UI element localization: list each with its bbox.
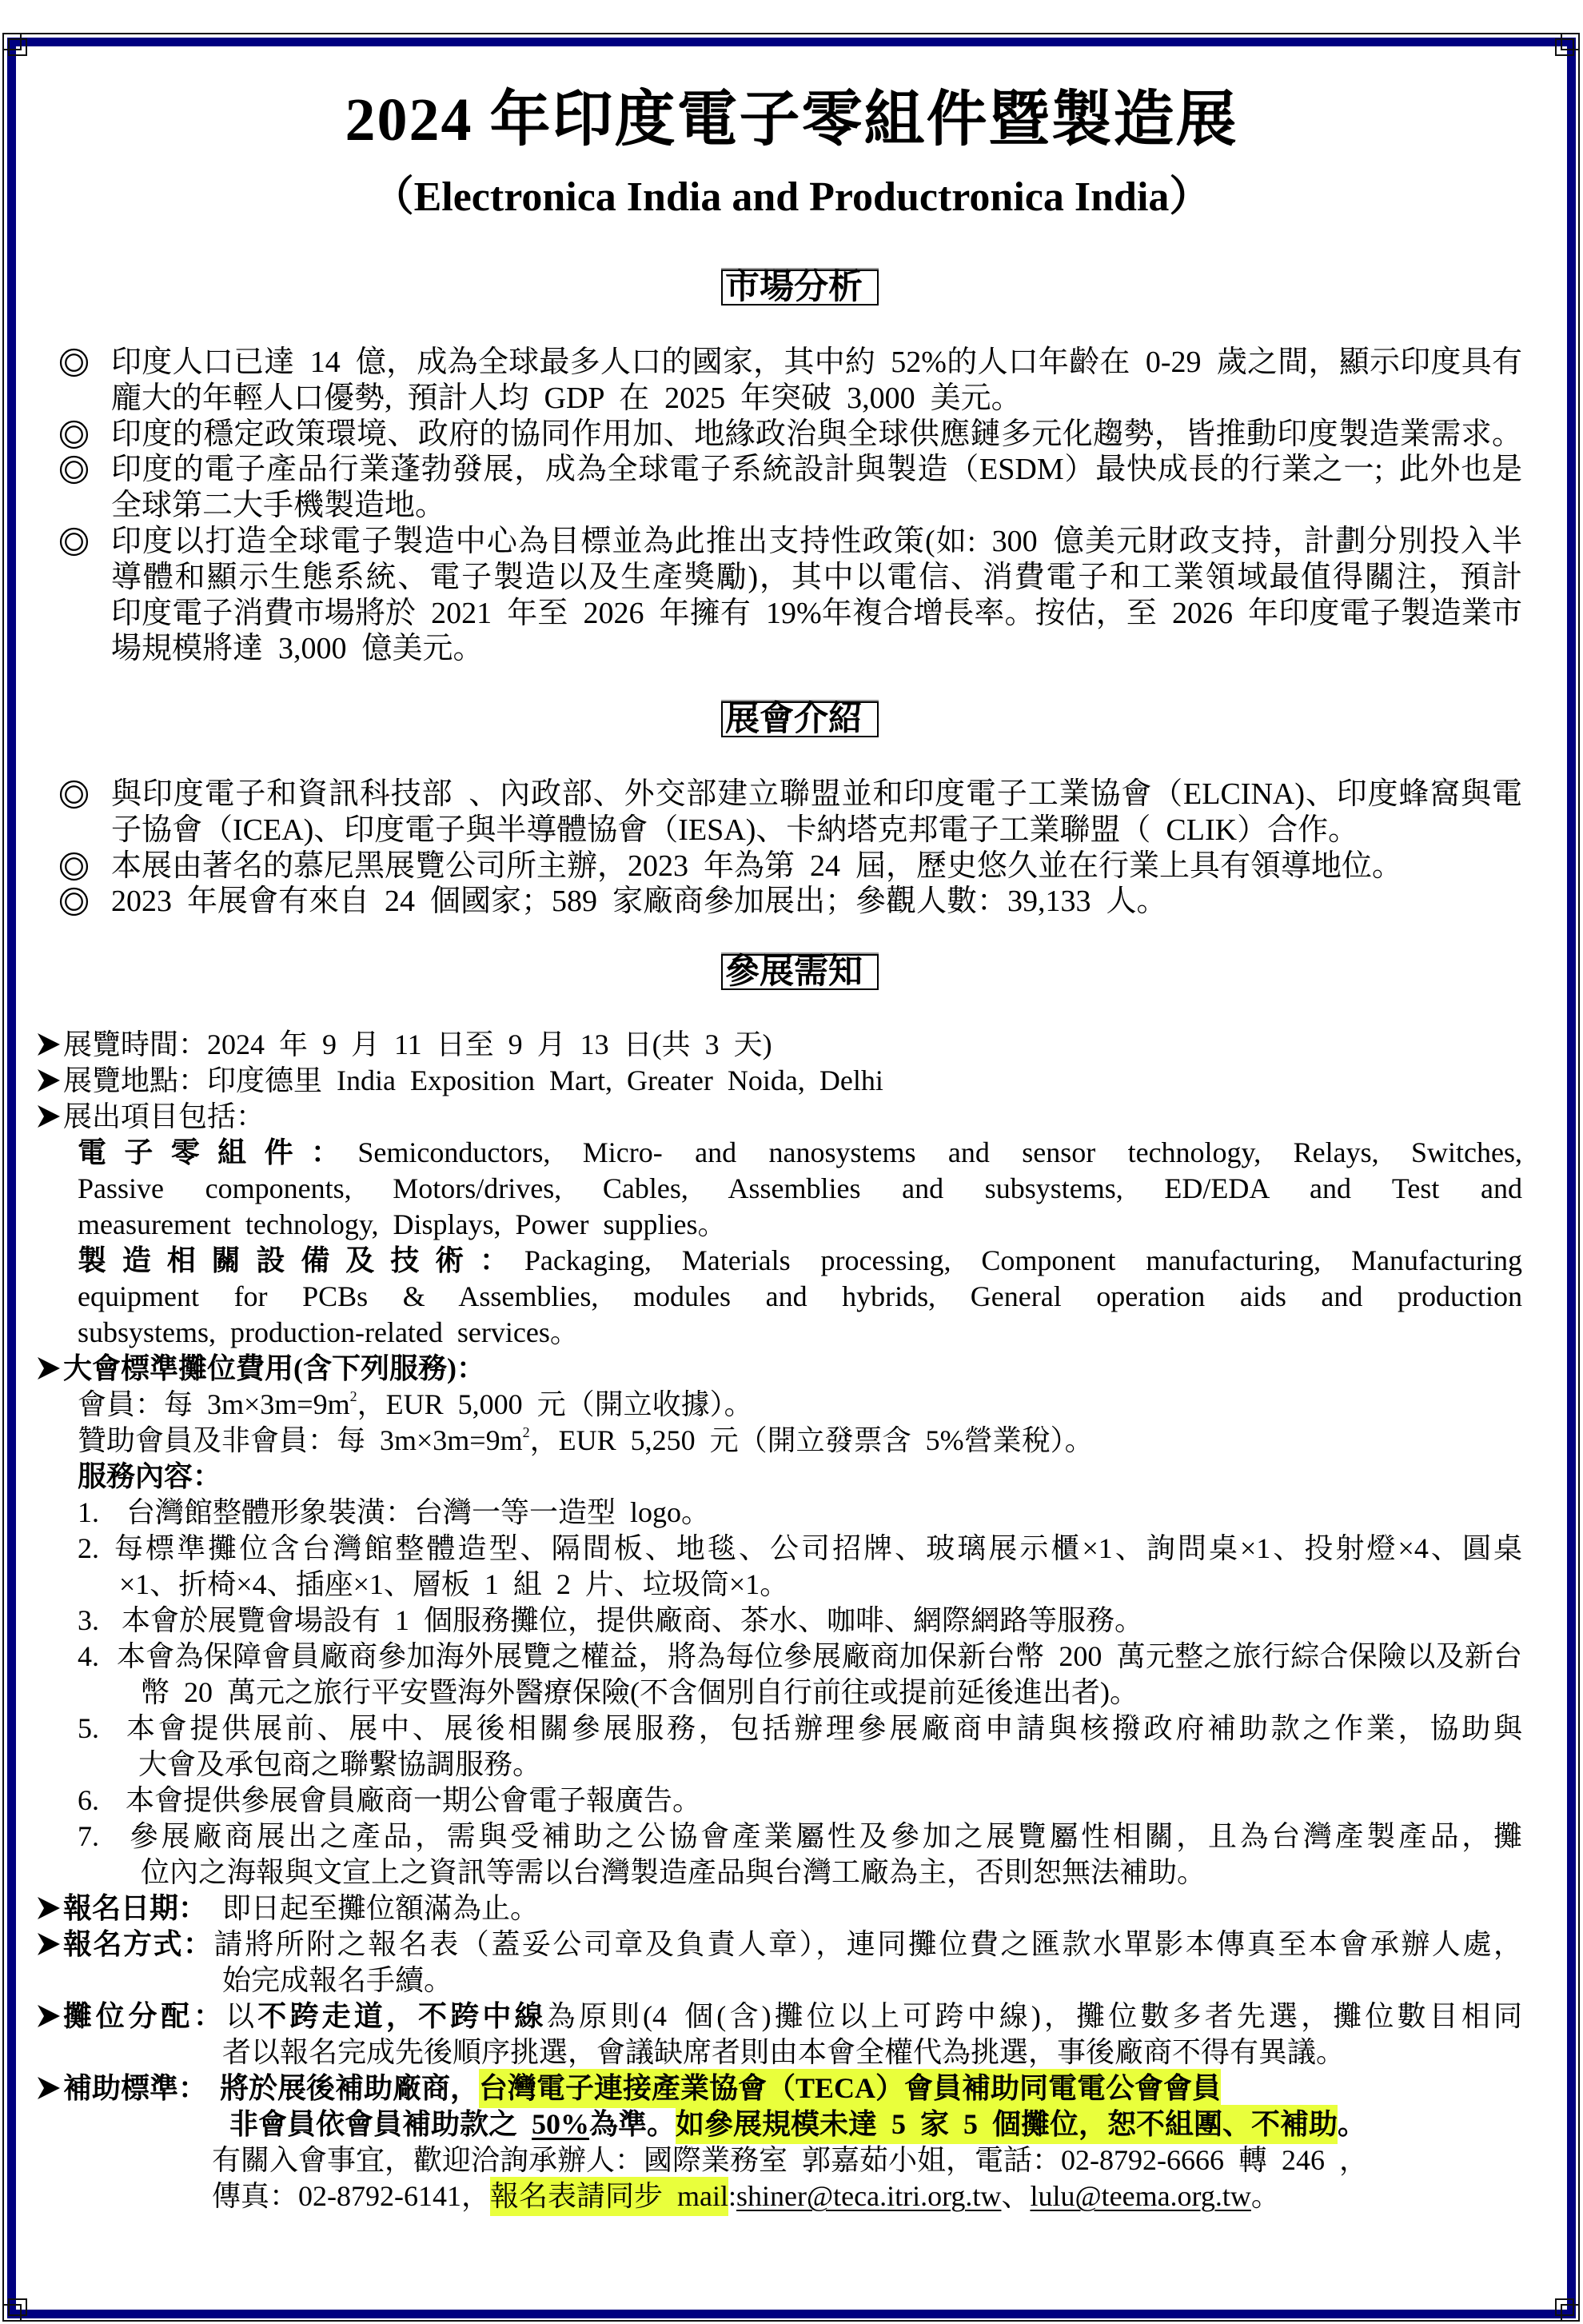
exhibits-row [0, 1099, 1522, 1135]
registration-method-label: 報名方式： [63, 1928, 212, 1960]
venue-row [0, 1063, 1522, 1099]
subsidy-text: 將於展後補助廠商， [220, 2072, 480, 2104]
double-circle-bullet-icon [59, 887, 89, 916]
frame-corner-ornament [8, 38, 27, 56]
category-text-line: equipment for PCBs & Assemblies, modules and hybrids, General operation aids and production [78, 1280, 1522, 1312]
double-circle-bullet-icon [59, 852, 89, 881]
intro-bullet-3-line-1 [0, 884, 1522, 920]
intro-bullet-1-line-2 [0, 813, 1522, 849]
category-text-line: Semiconductors, Micro- and nanosystems and sensor technology, Relays, Switches, [357, 1136, 1522, 1168]
category-text-line: Passive components, Motors/drives, Cables, Assemblies and subsystems, ED/EDA and Test and [78, 1172, 1522, 1204]
service-text-line: 位內之海報與文宣上之資訊等需以台灣製造產品與台灣工廠為主，否則恕無法補助。 [141, 1856, 1206, 1888]
item-number: 4. [78, 1640, 99, 1672]
email-link-shiner[interactable]: shiner@teca.itri.org.tw [736, 2180, 1002, 2212]
service-text-line: 本會為保障會員廠商參加海外展覽之權益，將為每位參展廠商加保新台幣 200 萬元整之旅行綜合保險以及新台 [117, 1640, 1522, 1672]
double-circle-bullet-icon [59, 527, 89, 557]
frame-corner-ornament [8, 2298, 27, 2316]
service-item-2-line-2 [0, 1567, 1522, 1603]
services-label: 服務內容： [78, 1460, 222, 1492]
item-number: 2. [78, 1532, 99, 1564]
superscript: 2 [522, 1424, 530, 1440]
service-item-4-line-1 [0, 1639, 1522, 1675]
exhibits-label: 展出項目包括： [63, 1100, 265, 1132]
arrowhead-bullet-icon [38, 1105, 60, 1128]
arrowhead-bullet-icon [38, 1033, 60, 1056]
double-circle-bullet-icon [59, 420, 89, 449]
bullet-text-line: 印度電子消費市場將於 2021 年至 2026 年擁有 19%年複合增長率。按估，至 2026 年印度電子製造業市 [111, 596, 1522, 630]
exhibit-category-components-line-3 [0, 1207, 1522, 1243]
market-bullet-1-line-2 [0, 381, 1522, 417]
item-number: 7. [78, 1820, 99, 1852]
contact-person: 國際業務室 郭嘉茹小姐 [644, 2144, 947, 2176]
arrowhead-bullet-icon [38, 1897, 60, 1919]
subsidy-text: 非會員依會員補助款之 [229, 2108, 532, 2140]
arrowhead-bullet-icon [38, 1357, 60, 1380]
service-item-7-line-2 [0, 1855, 1522, 1891]
exhibit-category-manufacturing-line-2 [0, 1279, 1522, 1315]
exhibition-intro-section [0, 777, 1522, 920]
registration-method-line-2 [0, 1963, 1522, 1999]
subsidy-line-2 [0, 2106, 1522, 2142]
contact-line-1 [0, 2142, 1522, 2178]
contact-text: 、 [1001, 2180, 1031, 2212]
service-text-line: 台灣館整體形象裝潢：台灣一等一造型 logo。 [126, 1496, 711, 1528]
section-heading-market-analysis: 市場分析 [721, 270, 879, 305]
email-link-lulu[interactable]: lulu@teema.org.tw [1030, 2180, 1251, 2212]
booth-fee-row [0, 1351, 1522, 1387]
exhibit-category-manufacturing-line-3 [0, 1315, 1522, 1351]
participation-section [0, 1027, 1522, 2214]
market-bullet-1-line-1 [0, 345, 1522, 381]
registration-period-row [0, 1891, 1522, 1927]
registration-period-value: 即日起至攤位額滿為止。 [222, 1892, 540, 1924]
contact-text: : [728, 2180, 737, 2212]
service-item-4-line-2 [0, 1675, 1522, 1711]
schedule-value: 2024 年 9 月 11 日至 9 月 13 日(共 3 天) [207, 1028, 772, 1060]
contact-text: ， [1325, 2144, 1369, 2176]
phone-label: ，電話： [946, 2144, 1062, 2176]
double-circle-bullet-icon [59, 455, 89, 485]
registration-method-line-1 [0, 1927, 1522, 1963]
category-text-line: measurement technology, Displays, Power supplies。 [78, 1208, 727, 1240]
section-heading-participation: 參展需知 [721, 954, 879, 990]
services-heading-row [0, 1459, 1522, 1495]
intro-bullet-1-line-1 [0, 777, 1522, 813]
venue-label: 展覽地點： [63, 1064, 208, 1096]
schedule-row [0, 1027, 1522, 1063]
double-circle-bullet-icon [59, 348, 89, 377]
market-bullet-3-line-1 [0, 452, 1522, 488]
venue-value: 印度德里 India Exposition Mart, Greater Noida, Delhi [207, 1064, 883, 1096]
schedule-label: 展覽時間： [63, 1028, 208, 1060]
exhibit-category-components-line-1 [0, 1135, 1522, 1171]
market-bullet-4-line-4 [0, 631, 1522, 667]
bullet-text-line: 場規模將達 3,000 億美元。 [111, 632, 484, 666]
allocation-text: 為原則(4 個(含)攤位以上可跨中線)，攤位數多者先選，攤位數目相同 [546, 2000, 1522, 2032]
category-text-line: Packaging, Materials processing, Component manufacturing, Manufacturing [524, 1244, 1522, 1276]
market-bullet-4-line-3 [0, 596, 1522, 632]
bullet-text-line: 與印度電子和資訊科技部 、內政部、外交部建立聯盟並和印度電子工業協會（ELCINA)、印度蜂窩與電 [111, 777, 1522, 811]
phone-number: 02-8792-6666 轉 246 [1061, 2144, 1326, 2176]
fax-number: 02-8792-6141 [298, 2180, 461, 2212]
service-item-6 [0, 1783, 1522, 1819]
subsidy-highlight: 台灣電子連接產業協會（TECA）會員補助同電電公會會員 [479, 2069, 1221, 2108]
item-number: 3. [78, 1604, 99, 1636]
superscript: 2 [349, 1388, 357, 1404]
booth-allocation-line-2 [0, 2034, 1522, 2070]
bullet-text-line: 龐大的年輕人口優勢, 預計人均 GDP 在 2025 年突破 3,000 美元。 [111, 381, 1022, 415]
member-fee-text: 會員：每 3m×3m=9m [78, 1388, 350, 1420]
registration-method-text: 請將所附之報名表（蓋妥公司章及負責人章），連同攤位費之匯款水單影本傳真至本會承辦人處， [212, 1928, 1522, 1960]
item-number: 6. [78, 1784, 99, 1816]
bullet-text-line: 本展由著名的慕尼黑展覽公司所主辦，2023 年為第 24 屆，歷史悠久並在行業上具有領導地位。 [111, 849, 1403, 883]
item-number: 1. [78, 1496, 99, 1528]
intro-bullet-2-line-1 [0, 849, 1522, 884]
allocation-text: ， [385, 2000, 419, 2032]
market-bullet-3-line-2 [0, 488, 1522, 524]
allocation-text: 者以報名完成先後順序挑選，會議缺席者則由本會全權代為挑選，事後廠商不得有異議。 [222, 2036, 1346, 2068]
contact-line-2 [0, 2178, 1522, 2214]
booth-allocation-label: 攤位分配： [63, 2000, 222, 2032]
non-member-fee-price: ，EUR 5,250 元（開立發票含 5%營業稅）。 [529, 1424, 1094, 1456]
bullet-text-line: 導體和顯示生態系統、電子製造以及生產獎勵)，其中以電信、消費電子和工業領域最值得關注，預計 [111, 560, 1522, 594]
service-text-line: 大會及承包商之聯繫協調服務。 [138, 1748, 542, 1780]
market-analysis-section [0, 345, 1522, 667]
service-item-7-line-1 [0, 1819, 1522, 1855]
frame-corner-ornament [1555, 2298, 1574, 2316]
bullet-text-line: 印度以打造全球電子製造中心為目標並為此推出支持性政策(如: 300 億美元財政支持，計劃分別投入半 [111, 524, 1522, 558]
non-member-fee-text: 贊助會員及非會員：每 3m×3m=9m [78, 1424, 523, 1456]
market-bullet-4-line-2 [0, 560, 1522, 596]
category-name: 電子零組件： [78, 1136, 358, 1168]
allocation-rule-no-centerline: 不跨中線 [418, 2000, 547, 2032]
service-text-line: 每標準攤位含台灣館整體造型、隔間板、地毯、公司招牌、玻璃展示櫃×1、詢問桌×1、投射燈×4、圓桌 [114, 1532, 1522, 1564]
section-heading-exhibition-intro: 展會介紹 [721, 701, 879, 737]
fax-label: 傳真： [212, 2180, 299, 2212]
arrowhead-bullet-icon [38, 1069, 60, 1092]
subsidy-text: 。 [1338, 2108, 1367, 2140]
subsidy-highlight: 如參展規模未達 5 家 5 個攤位，恕不組團、不補助 [676, 2105, 1338, 2144]
service-item-2-line-1 [0, 1531, 1522, 1567]
arrowhead-bullet-icon [38, 1933, 60, 1955]
bullet-text-line: 印度的電子產品行業蓬勃發展，成為全球電子系統設計與製造（ESDM）最快成長的行業之一; 此外也是 [111, 453, 1522, 487]
category-name: 製造相關設備及技術： [78, 1244, 524, 1276]
subsidy-line-1 [0, 2070, 1522, 2106]
member-fee-row [0, 1387, 1522, 1423]
arrowhead-bullet-icon [38, 2077, 60, 2099]
subsidy-label: 補助標準： [63, 2072, 208, 2104]
service-text-line: 本會提供參展會員廠商一期公會電子報廣告。 [126, 1784, 702, 1816]
bullet-text-line: 全球第二大手機製造地。 [111, 489, 446, 523]
non-member-fee-row [0, 1423, 1522, 1459]
market-bullet-4-line-1 [0, 524, 1522, 560]
registration-method-text: 始完成報名手續。 [222, 1964, 453, 1996]
service-item-3 [0, 1603, 1522, 1639]
service-item-5-line-2 [0, 1747, 1522, 1783]
double-circle-bullet-icon [59, 780, 89, 809]
item-number: 5. [78, 1712, 99, 1744]
allocation-rule-no-aisle: 不跨走道 [257, 2000, 386, 2032]
bullet-text-line: 印度人口已達 14 億，成為全球最多人口的國家，其中約 52%的人口年齡在 0-29 歲之間，顯示印度具有 [111, 345, 1522, 379]
exhibit-category-manufacturing-line-1 [0, 1243, 1522, 1279]
service-item-5-line-1 [0, 1711, 1522, 1747]
category-text-line: subsystems, production-related services。 [78, 1316, 579, 1348]
booth-allocation-line-1 [0, 1999, 1522, 2034]
arrowhead-bullet-icon [38, 2005, 60, 2027]
service-item-1 [0, 1495, 1522, 1531]
contact-text: 。 [1250, 2180, 1280, 2212]
market-bullet-2-line-1 [0, 417, 1522, 453]
allocation-text: 以 [222, 2000, 258, 2032]
document-title: 2024 年印度電子零組件暨製造展 [345, 86, 1238, 154]
subsidy-text: 為準。 [589, 2108, 676, 2140]
bullet-text-line: 子協會（ICEA)、印度電子與半導體協會（IESA)、卡納塔克邦電子工業聯盟（ CLIK）合作。 [111, 813, 1359, 847]
service-text-line: 參展廠商展出之產品，需與受補助之公協會產業屬性及參加之展覽屬性相關，且為台灣產製產品，攤 [130, 1820, 1522, 1852]
bullet-text-line: 印度的穩定政策環境、政府的協同作用加、地緣政治與全球供應鏈多元化趨勢，皆推動印度製造業需求。 [111, 417, 1522, 451]
contact-text: ， [461, 2180, 491, 2212]
exhibit-category-components-line-2 [0, 1171, 1522, 1207]
registration-period-label: 報名日期： [63, 1892, 208, 1924]
document-subtitle: （Electronica India and Productronica India） [372, 174, 1211, 220]
bullet-text-line: 2023 年展會有來自 24 個國家；589 家廠商參加展出；參觀人數：39,133 人。 [111, 884, 1167, 919]
contact-intro: 有關入會事宜，歡迎洽詢承辦人： [212, 2144, 644, 2176]
member-fee-price: ，EUR 5,000 元（開立收據）。 [357, 1388, 753, 1420]
service-text-line: 幣 20 萬元之旅行平安暨海外醫療保險(不含個別自行前往或提前延後進出者)。 [141, 1676, 1138, 1708]
frame-corner-ornament [1555, 38, 1574, 56]
service-text-line: 本會提供展前、展中、展後相關參展服務，包括辦理參展廠商申請與核撥政府補助款之作業，協助與 [126, 1712, 1522, 1744]
booth-fee-label: 大會標準攤位費用(含下列服務)： [63, 1352, 485, 1384]
service-text-line: 本會於展覽會場設有 1 個服務攤位，提供廠商、茶水、咖啡、網際網路等服務。 [122, 1604, 1144, 1636]
subsidy-rate: 50% [532, 2108, 590, 2140]
service-text-line: ×1、折椅×4、插座×1、層板 1 組 2 片、垃圾筒×1。 [119, 1568, 789, 1600]
mail-note-highlight: 報名表請同步 mail [490, 2177, 728, 2216]
